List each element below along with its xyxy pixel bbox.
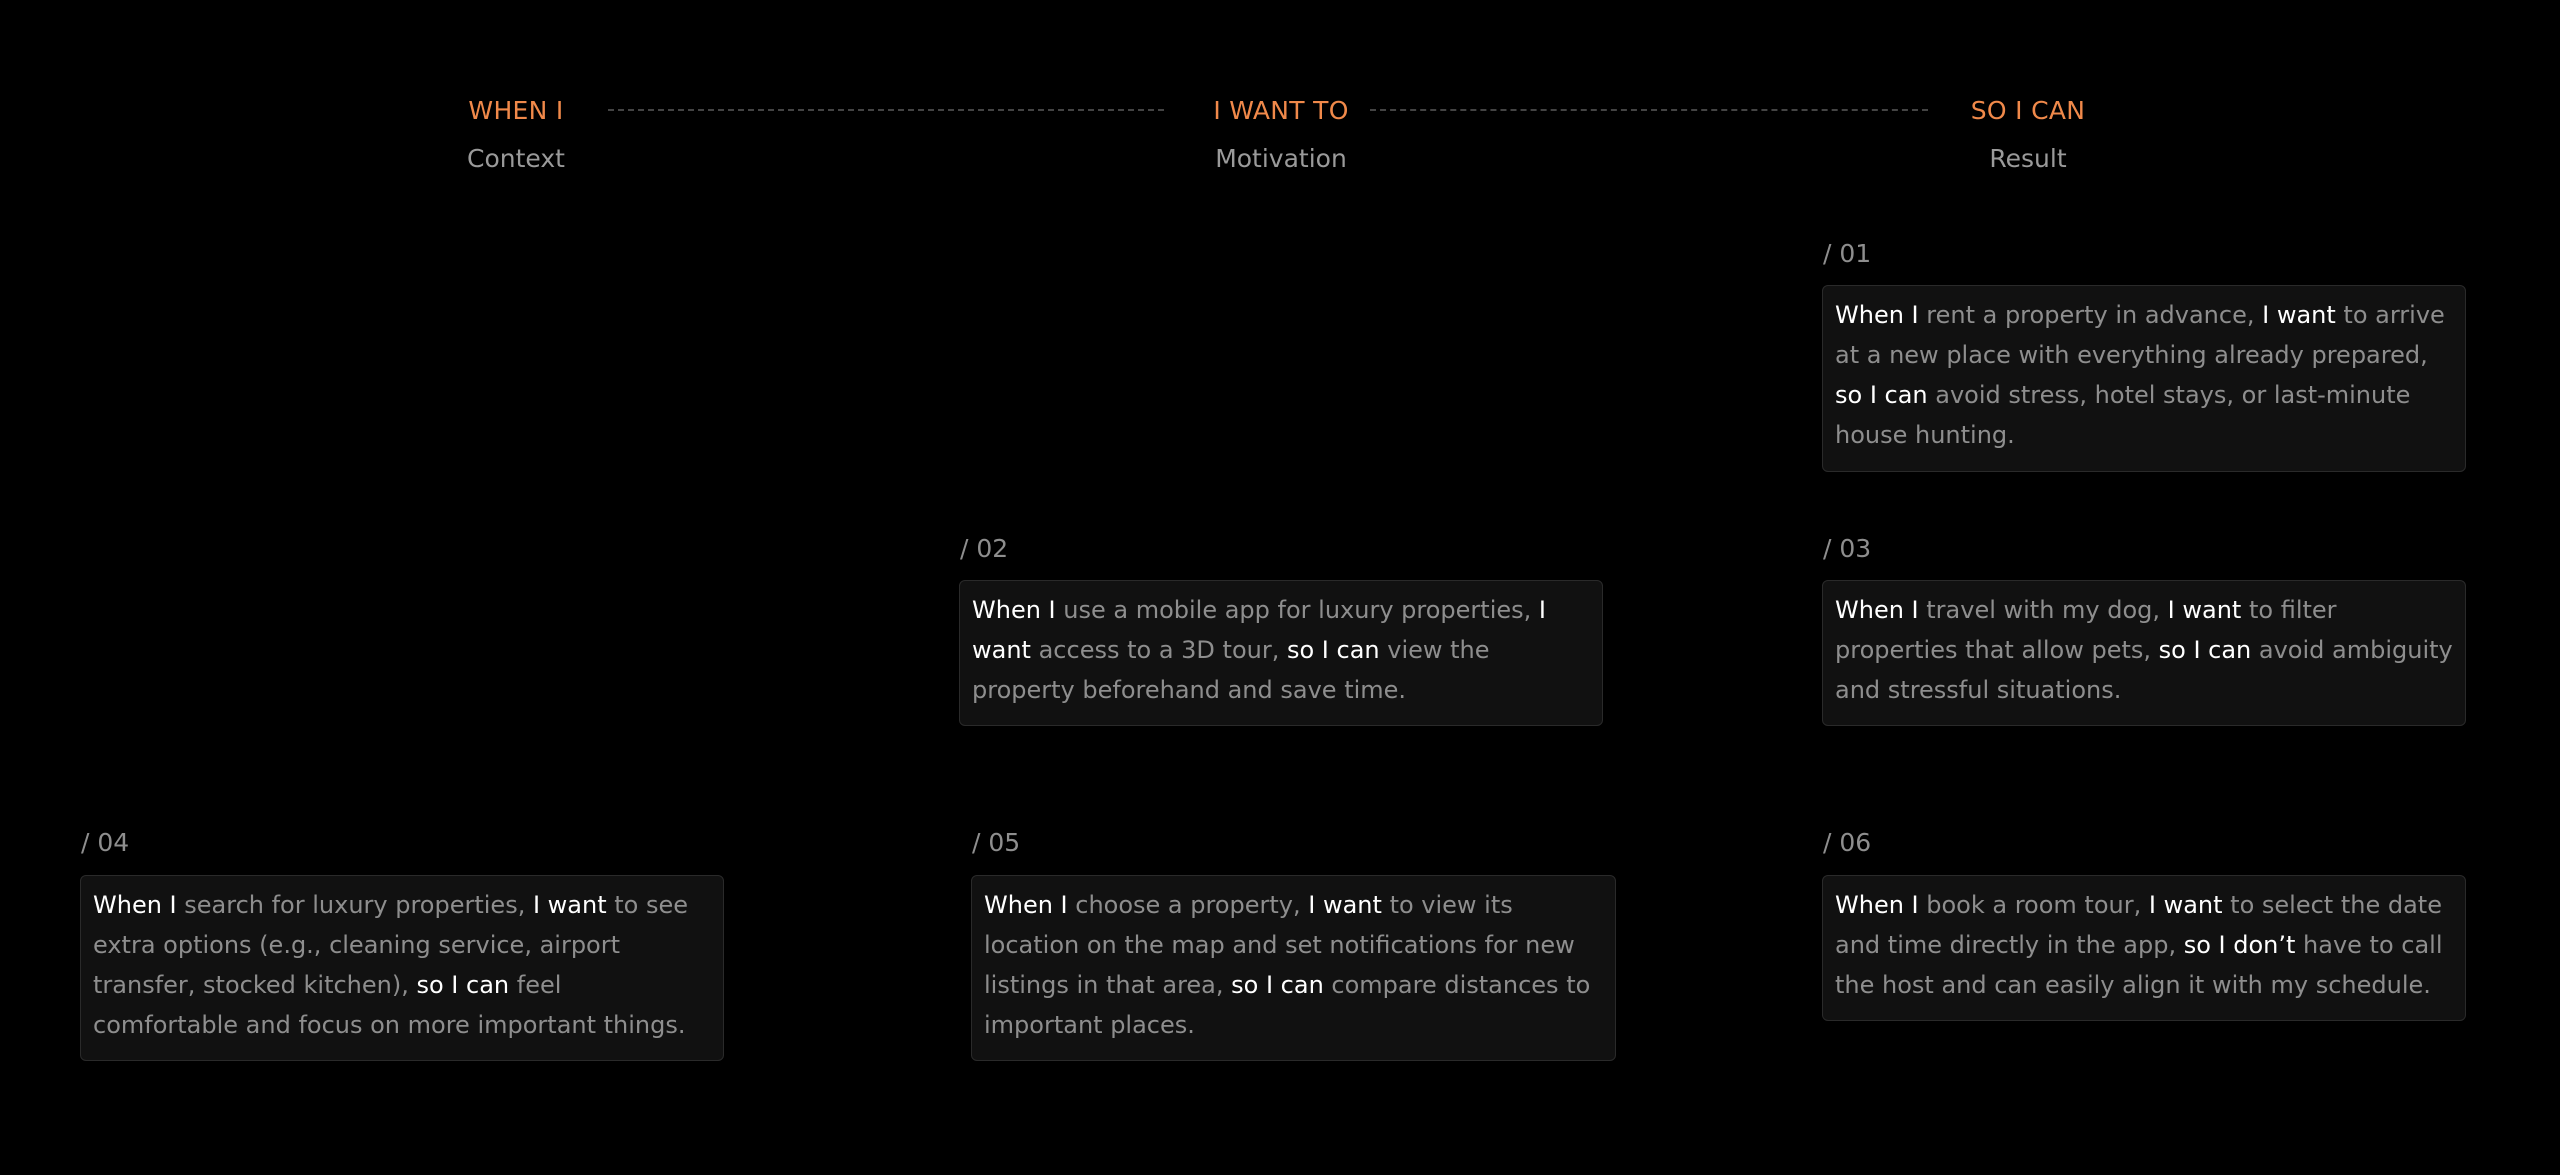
story-text: search for luxury properties, xyxy=(176,891,533,919)
story-keyword: so I can xyxy=(2158,636,2252,664)
story-number: / 03 xyxy=(1823,534,1872,563)
story-text: rent a property in advance, xyxy=(1918,301,2263,329)
story-text: to select the date and time directly in the app, xyxy=(1835,891,2442,959)
story-keyword: so I can xyxy=(1286,636,1380,664)
story-text: compare distances to important places. xyxy=(984,971,1591,1039)
story-text: to filter properties that allow pets, xyxy=(1835,596,2337,664)
story-text: use a mobile app for luxury properties, xyxy=(1055,596,1539,624)
story-card xyxy=(1822,580,2466,726)
story-keyword: I want xyxy=(2262,301,2336,329)
column-header-want xyxy=(1151,94,1411,176)
story-keyword: I want xyxy=(2148,891,2223,919)
story-number: / 04 xyxy=(81,828,130,857)
column-title: WHEN I xyxy=(468,96,564,125)
story-text: avoid ambiguity and stressful situations. xyxy=(1835,636,2453,704)
story-keyword: so I can xyxy=(416,971,510,999)
story-number: / 06 xyxy=(1823,828,1872,857)
story-number: / 05 xyxy=(972,828,1021,857)
column-title: I WANT TO xyxy=(1213,96,1349,125)
connector-line xyxy=(1370,109,1928,111)
story-keyword: When I xyxy=(1835,301,1919,329)
story-card xyxy=(1822,875,2466,1021)
story-text: access to a 3D tour, xyxy=(1030,636,1287,664)
story-keyword: When I xyxy=(984,891,1068,919)
story-card xyxy=(971,875,1616,1061)
column-title: SO I CAN xyxy=(1970,96,2086,125)
column-subtitle: Motivation xyxy=(1215,144,1347,173)
story-number: / 02 xyxy=(960,534,1009,563)
story-keyword: so I can xyxy=(1835,381,1928,409)
story-keyword: I want xyxy=(972,596,1546,664)
story-number: / 01 xyxy=(1823,239,1872,268)
story-text: avoid stress, hotel stays, or last-minute house hunting. xyxy=(1835,381,2411,449)
story-text: choose a property, xyxy=(1067,891,1309,919)
story-keyword: When I xyxy=(1835,891,1919,919)
story-text: view the property beforehand and save time. xyxy=(972,636,1490,704)
story-card xyxy=(80,875,724,1061)
column-header-result xyxy=(1898,94,2158,176)
story-keyword: I want xyxy=(1308,891,1382,919)
story-keyword: When I xyxy=(972,596,1056,624)
story-text: feel comfortable and focus on more important things. xyxy=(93,971,686,1039)
story-card xyxy=(959,580,1603,726)
story-text: travel with my dog, xyxy=(1918,596,2168,624)
column-subtitle: Context xyxy=(467,144,565,173)
story-card xyxy=(1822,285,2466,472)
column-subtitle: Result xyxy=(1989,144,2067,173)
story-text: to see extra options (e.g., cleaning service, airport transfer, stocked kitchen), xyxy=(93,891,689,999)
story-keyword: When I xyxy=(1835,596,1919,624)
story-text: to arrive at a new place with everything already prepared, xyxy=(1835,301,2445,369)
connector-line xyxy=(608,109,1164,111)
story-text: book a room tour, xyxy=(1918,891,2149,919)
story-text: have to call the host and can easily align it with my schedule. xyxy=(1835,931,2443,999)
story-keyword: I want xyxy=(532,891,607,919)
story-text: to view its location on the map and set notifications for new listings in that area, xyxy=(984,891,1575,999)
story-keyword: so I don’t xyxy=(2183,931,2296,959)
story-keyword: I want xyxy=(2167,596,2242,624)
story-keyword: so I can xyxy=(1231,971,1324,999)
story-keyword: When I xyxy=(93,891,177,919)
column-header-when xyxy=(386,94,646,176)
